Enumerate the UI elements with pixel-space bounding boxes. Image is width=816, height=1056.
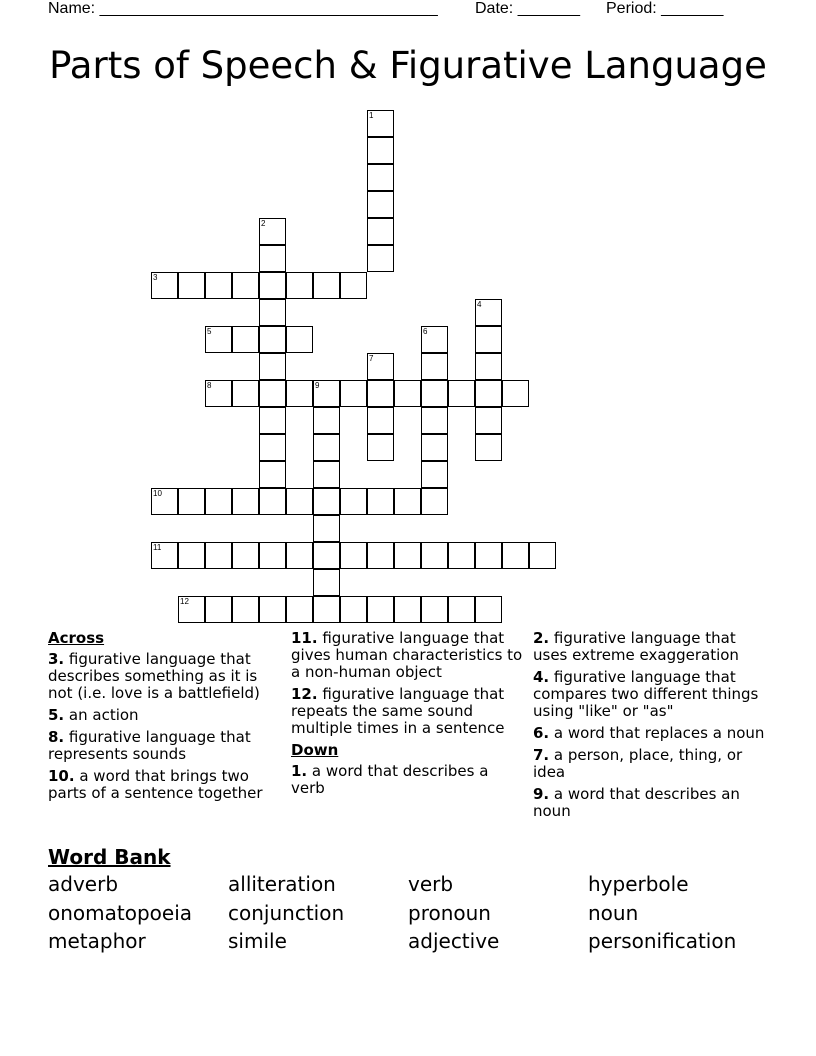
clue-column-3 xyxy=(533,628,773,825)
crossword-cell[interactable] xyxy=(367,596,394,623)
word-bank xyxy=(48,872,788,958)
crossword-cell[interactable] xyxy=(259,596,286,623)
clue-number: 5 xyxy=(207,327,212,336)
crossword-cell[interactable] xyxy=(367,164,394,191)
crossword-cell[interactable] xyxy=(313,596,340,623)
clue-down-1: 1. a word that describes a verb xyxy=(291,762,489,797)
crossword-cell[interactable] xyxy=(286,326,313,353)
crossword-cell[interactable] xyxy=(421,407,448,434)
crossword-cell[interactable] xyxy=(205,272,232,299)
crossword-cell[interactable] xyxy=(421,353,448,380)
word-bank-item: noun xyxy=(588,900,639,925)
clue-column-2 xyxy=(291,628,526,802)
crossword-cell[interactable] xyxy=(232,380,259,407)
clue-number: 12 xyxy=(180,597,189,606)
crossword-cell[interactable] xyxy=(313,515,340,542)
crossword-cell[interactable] xyxy=(475,380,502,407)
clue-down-6: 6. a word that replaces a noun xyxy=(533,724,765,742)
word-bank-item: alliteration xyxy=(228,872,336,896)
crossword-cell[interactable] xyxy=(448,380,475,407)
clue-number: 2 xyxy=(261,219,266,228)
clue-down-2: 2. figurative language that uses extreme exaggeration xyxy=(533,629,739,664)
crossword-cell[interactable] xyxy=(367,407,394,434)
crossword-cell[interactable] xyxy=(340,488,367,515)
clue-across-12: 12. figurative language that repeats the same sound multiple times in a sentence xyxy=(291,685,505,737)
date-field[interactable]: Date: _______ xyxy=(475,0,580,17)
clue-across-3: 3. figurative language that describes something as it is not (i.e. love is a battlefield) xyxy=(48,650,260,702)
crossword-cell[interactable] xyxy=(259,461,286,488)
crossword-cell[interactable] xyxy=(205,380,232,407)
crossword-cell[interactable] xyxy=(367,137,394,164)
crossword-cell[interactable] xyxy=(232,272,259,299)
word-bank-title: Word Bank xyxy=(48,845,171,869)
clue-across-11: 11. figurative language that gives human characteristics to a non-human object xyxy=(291,629,523,681)
crossword-cell[interactable] xyxy=(421,461,448,488)
page-title: Parts of Speech & Figurative Language xyxy=(49,44,767,87)
crossword-cell[interactable] xyxy=(394,380,421,407)
crossword-cell[interactable] xyxy=(367,353,394,380)
crossword-cell[interactable] xyxy=(259,245,286,272)
clue-across-5: 5. an action xyxy=(48,706,139,724)
crossword-cell[interactable] xyxy=(259,434,286,461)
clue-column-1 xyxy=(48,628,280,807)
crossword-cell[interactable] xyxy=(475,299,502,326)
down-heading: Down xyxy=(291,741,339,759)
clue-down-4: 4. figurative language that compares two different things using "like" or "as" xyxy=(533,668,759,720)
name-field[interactable]: Name: ______________________________________ xyxy=(48,0,438,17)
crossword-cell[interactable] xyxy=(286,272,313,299)
crossword-cell[interactable] xyxy=(178,488,205,515)
crossword-cell[interactable] xyxy=(286,488,313,515)
across-heading: Across xyxy=(48,629,105,647)
crossword-cell[interactable] xyxy=(259,407,286,434)
crossword-cell[interactable] xyxy=(421,488,448,515)
crossword-cell[interactable] xyxy=(259,272,286,299)
clue-across-8: 8. figurative language that represents sounds xyxy=(48,728,251,763)
crossword-cell[interactable] xyxy=(421,542,448,569)
crossword-cell[interactable] xyxy=(475,326,502,353)
crossword-cell[interactable] xyxy=(205,488,232,515)
crossword-cell[interactable] xyxy=(313,380,340,407)
crossword-cell[interactable] xyxy=(151,272,178,299)
crossword-cell[interactable] xyxy=(205,542,232,569)
word-bank-item: simile xyxy=(228,929,287,953)
crossword-cell[interactable] xyxy=(367,542,394,569)
crossword-cell[interactable] xyxy=(421,434,448,461)
clue-number: 4 xyxy=(477,300,482,309)
crossword-cell[interactable] xyxy=(367,218,394,245)
clue-down-7: 7. a person, place, thing, or idea xyxy=(533,746,743,781)
word-bank-item: metaphor xyxy=(48,929,146,953)
crossword-cell[interactable] xyxy=(313,434,340,461)
crossword-cell[interactable] xyxy=(475,353,502,380)
crossword-cell[interactable] xyxy=(502,542,529,569)
clue-number: 3 xyxy=(153,273,158,282)
crossword-cell[interactable] xyxy=(475,434,502,461)
crossword-cell[interactable] xyxy=(448,542,475,569)
crossword-cell[interactable] xyxy=(421,596,448,623)
crossword-cell[interactable] xyxy=(151,542,178,569)
crossword-cell[interactable] xyxy=(232,326,259,353)
crossword-cell[interactable] xyxy=(259,299,286,326)
word-bank-item: personification xyxy=(588,929,737,953)
crossword-cell[interactable] xyxy=(178,272,205,299)
crossword-cell[interactable] xyxy=(259,326,286,353)
clue-down-9: 9. a word that describes an noun xyxy=(533,785,740,820)
crossword-cell[interactable] xyxy=(259,218,286,245)
crossword-cell[interactable] xyxy=(313,461,340,488)
crossword-cell[interactable] xyxy=(286,542,313,569)
clue-number: 7 xyxy=(369,354,374,363)
crossword-cell[interactable] xyxy=(367,380,394,407)
word-bank-item: pronoun xyxy=(408,900,491,925)
crossword-cell[interactable] xyxy=(286,380,313,407)
crossword-cell[interactable] xyxy=(313,569,340,596)
crossword-cell[interactable] xyxy=(286,596,313,623)
crossword-cell[interactable] xyxy=(367,434,394,461)
crossword-cell[interactable] xyxy=(340,380,367,407)
crossword-cell[interactable] xyxy=(259,353,286,380)
crossword-cell[interactable] xyxy=(178,542,205,569)
crossword-cell[interactable] xyxy=(313,488,340,515)
crossword-cell[interactable] xyxy=(313,407,340,434)
crossword-cell[interactable] xyxy=(205,596,232,623)
crossword-cell[interactable] xyxy=(259,542,286,569)
clue-number: 11 xyxy=(153,543,162,552)
crossword-cell[interactable] xyxy=(475,407,502,434)
crossword-cell[interactable] xyxy=(340,542,367,569)
clue-number: 1 xyxy=(369,111,374,120)
crossword-cell[interactable] xyxy=(313,542,340,569)
clue-number: 8 xyxy=(207,381,212,390)
word-bank-item: onomatopoeia xyxy=(48,900,193,925)
clue-number: 6 xyxy=(423,327,428,336)
word-bank-item: hyperbole xyxy=(588,872,689,896)
period-field[interactable]: Period: _______ xyxy=(606,0,724,17)
crossword-cell[interactable] xyxy=(232,596,259,623)
crossword-cell[interactable] xyxy=(394,488,421,515)
crossword-cell[interactable] xyxy=(205,326,232,353)
crossword-cell[interactable] xyxy=(232,542,259,569)
crossword-cell[interactable] xyxy=(178,596,205,623)
crossword-cell[interactable] xyxy=(367,110,394,137)
word-bank-item: conjunction xyxy=(228,900,345,925)
crossword-cell[interactable] xyxy=(340,272,367,299)
crossword-cell[interactable] xyxy=(340,596,367,623)
crossword-cell[interactable] xyxy=(502,380,529,407)
crossword-cell[interactable] xyxy=(475,542,502,569)
word-bank-item: adjective xyxy=(408,929,500,953)
crossword-cell[interactable] xyxy=(394,542,421,569)
crossword-cell[interactable] xyxy=(232,488,259,515)
word-bank-item: verb xyxy=(408,872,454,896)
crossword-cell[interactable] xyxy=(448,596,475,623)
crossword-cell[interactable] xyxy=(421,326,448,353)
crossword-cell[interactable] xyxy=(475,596,502,623)
crossword-cell[interactable] xyxy=(367,245,394,272)
crossword-cell[interactable] xyxy=(151,488,178,515)
crossword-cell[interactable] xyxy=(367,488,394,515)
crossword-cell[interactable] xyxy=(313,272,340,299)
crossword-cell[interactable] xyxy=(529,542,556,569)
clue-number: 9 xyxy=(315,381,320,390)
crossword-cell[interactable] xyxy=(394,596,421,623)
crossword-cell[interactable] xyxy=(259,488,286,515)
crossword-cell[interactable] xyxy=(421,380,448,407)
clue-across-10: 10. a word that brings two parts of a sentence together xyxy=(48,767,263,802)
word-bank-item: adverb xyxy=(48,872,119,896)
crossword-cell[interactable] xyxy=(259,380,286,407)
crossword-cell[interactable] xyxy=(367,191,394,218)
clue-number: 10 xyxy=(153,489,162,498)
